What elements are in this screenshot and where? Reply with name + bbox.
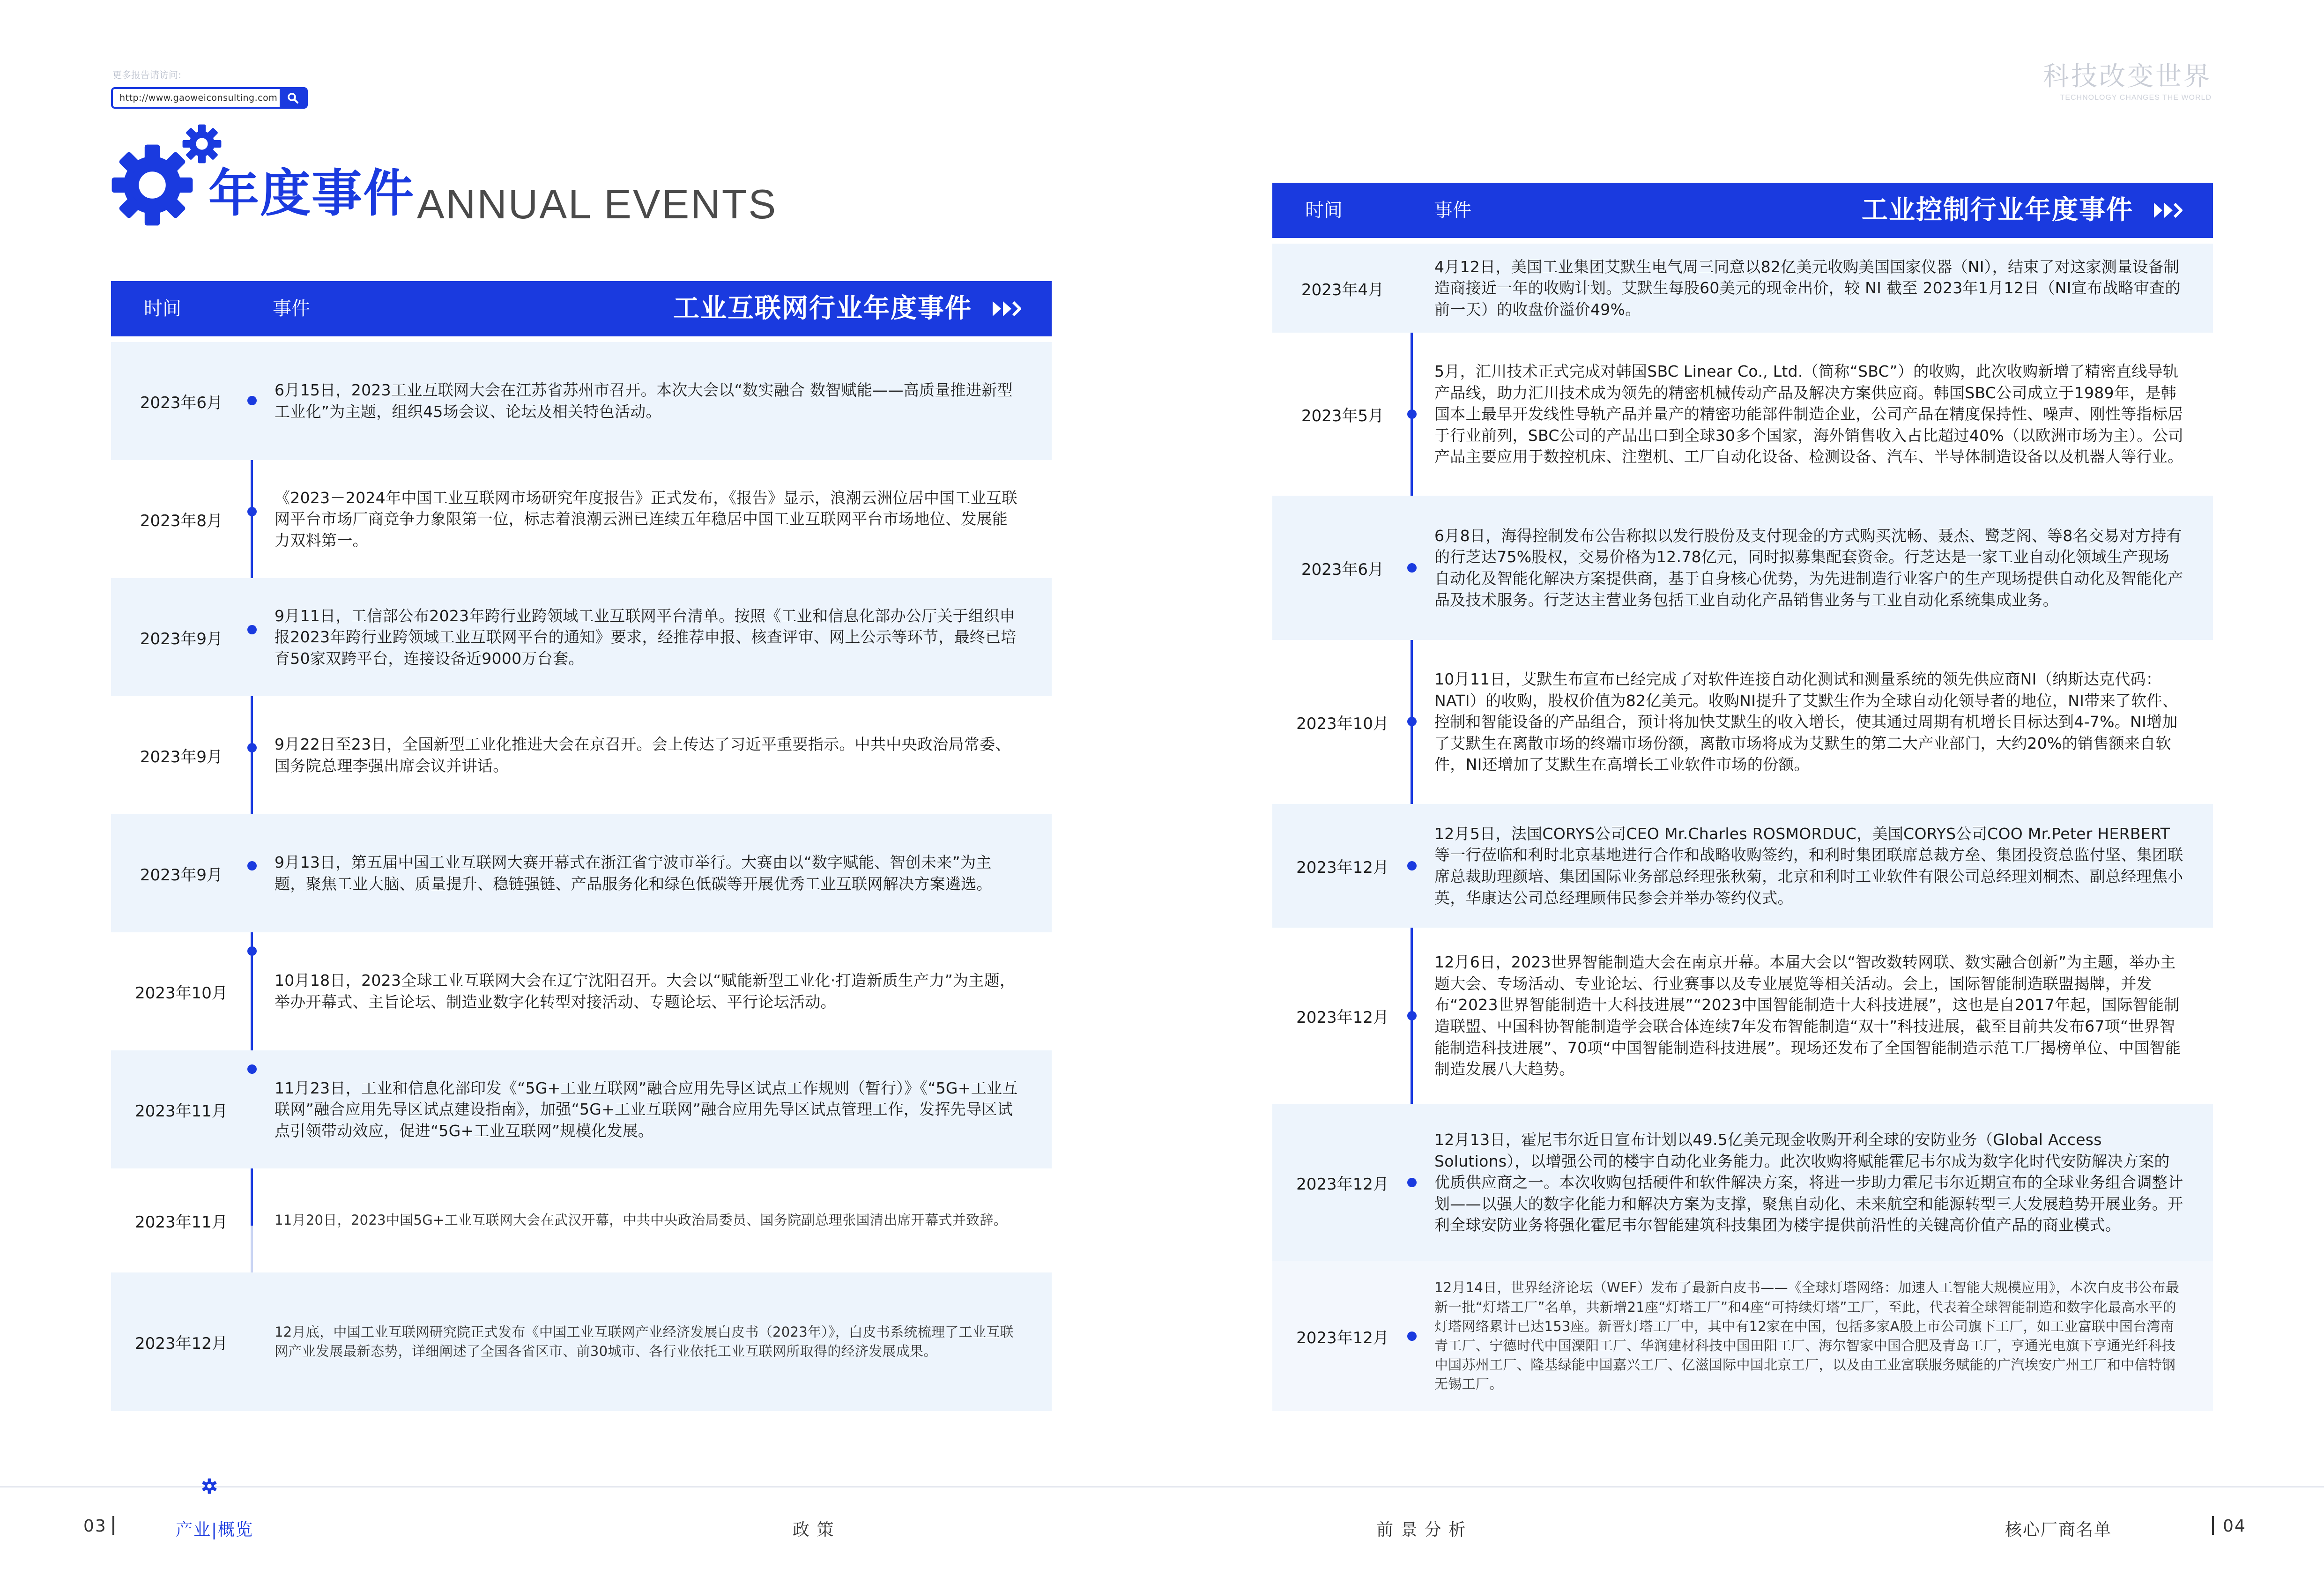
page-title-english: ANNUAL EVENTS <box>417 181 778 227</box>
timeline-dot <box>1407 563 1417 573</box>
row-event-text: 11月20日，2023中国5G+工业互联网大会在武汉开幕，中共中央政治局委员、国务院副总理张国清出席开幕式并致辞。 <box>275 1212 1007 1228</box>
row-date: 2023年5月 <box>1301 406 1384 425</box>
row-date: 2023年6月 <box>140 393 223 412</box>
row-date: 2023年10月 <box>135 983 228 1003</box>
row-date: 2023年4月 <box>1301 280 1384 299</box>
row-event-text: 5月，汇川技术正式完成对韩国SBC Linear Co., Ltd.（简称“SBC”）的收购，此次收购新增了精密直线导轨产品线，助力汇川技术成为领先的精密机械传动产品及解决方案供应商。韩国SBC公司成立于1989年，是韩国本土最早开发线性导轨产品并量产的精密功能部件制造企业，公司产品在精度保持性、噪声、刚性等指标居于行业前列，SBC公司的产品出口到全球30多个国家，海外销售收入占比超过40%（以欧洲市场为主）。公司产品主要应用于数控机床、注塑机、工厂自动化设备、检测设备、汽车、半导体制造设备以及机器人等行业。 <box>1434 362 2184 466</box>
timeline-dot <box>247 861 257 870</box>
timeline-dot <box>1407 717 1417 726</box>
table-row <box>1272 1261 2213 1411</box>
row-event-text: 6月8日，海得控制发布公告称拟以发行股份及支付现金的方式购买沈畅、聂杰、鹭芝阁、等8名交易对方持有的行芝达75%股权，交易价格为12.78亿元，同时拟募集配套资金。行芝达是一家工业自动化领域生产现场自动化及智能化解决方案提供商，基于自身核心优势，为先进制造行业客户的生产现场提供自动化及智能化产品及技术服务。行芝达主营业务包括工业自动化产品销售业务与工业自动化系统集成业务。 <box>1434 526 2183 609</box>
table-row <box>111 932 1052 1050</box>
table-row <box>111 578 1052 696</box>
row-date: 2023年9月 <box>140 629 223 648</box>
page-number-right: 04 <box>2223 1517 2246 1536</box>
row-date: 2023年11月 <box>135 1213 228 1232</box>
row-event-text: 10月18日，2023全球工业互联网大会在辽宁沈阳召开。大会以“赋能新型工业化·打造新质生产力”为主题，举办开幕式、主旨论坛、制造业数字化转型对接活动、专题论坛、平行论坛活动。 <box>275 971 1016 1011</box>
row-event-text: 9月22日至23日，全国新型工业化推进大会在京召开。会上传达了习近平重要指示。中共中央政治局常委、国务院总理李强出席会议并讲话。 <box>275 735 1011 775</box>
url-search-box[interactable] <box>111 87 308 109</box>
table-header <box>1272 183 2213 238</box>
large-gear-icon <box>110 143 194 227</box>
row-event-text: 4月12日，美国工业集团艾默生电气周三同意以82亿美元收购美国国家仪器（NI），结束了对这家测量设备制造商接近一年的收购计划。艾默生每股60美元的现金出价，较 NI 截至 2023年1月12日（NI宣布战略审查的前一天）的收盘价溢价49%。 <box>1434 257 2181 319</box>
row-event-text: 《2023－2024年中国工业互联网市场研究年度报告》正式发布，《报告》显示，浪潮云洲位居中国工业互联网平台市场厂商竞争力象限第一位，标志着浪潮云洲已连续五年稳居中国工业互联网平台市场地位、发展能力双料第一。 <box>275 488 1017 550</box>
table-row <box>1272 244 2213 333</box>
timeline-dot <box>247 1064 257 1074</box>
industrial-internet-events-table <box>111 281 1052 1411</box>
timeline-dot <box>247 946 257 956</box>
timeline-dot <box>1407 1011 1417 1020</box>
row-date: 2023年12月 <box>135 1334 228 1353</box>
row-date: 2023年12月 <box>1296 1328 1389 1347</box>
table-row <box>1272 333 2213 496</box>
footer-gear-icon <box>201 1478 217 1494</box>
table-row <box>111 1168 1052 1272</box>
page-number-separator <box>2212 1516 2214 1535</box>
row-event-text: 12月6日，2023世界智能制造大会在南京开幕。本届大会以“智改数转网联、数实融合创新”为主题，举办主题大会、专场活动、专业论坛、行业赛事以及专业展览等相关活动。会上，国际智能制造联盟揭牌，并发布“2023世界智能制造十大科技进展”“2023中国智能制造十大科技进展”，这也是自2017年起，国际智能制造联盟、中国科协智能制造学会联合体连续7年发布智能制造“双十”科技进展，截至目前共发布67项“世界智能制造科技进展”、70项“中国智能制造科技进展”。现场还发布了全国智能制造示范工厂揭榜单位、中国智能制造发展八大趋势。 <box>1434 953 2181 1079</box>
row-date: 2023年10月 <box>1296 714 1389 733</box>
timeline-dot <box>1407 1178 1417 1187</box>
row-date: 2023年12月 <box>1296 858 1389 877</box>
row-event-text: 12月5日，法国CORYS公司CEO Mr.Charles ROSMORDUC，美国CORYS公司COO Mr.Peter HERBERT等一行莅临和利时北京基地进行合作和战略收购签约，和利时集团联席总裁方垒、集团投资总监付坚、集团联席总裁助理颜培、集团国际业务部总经理张秋菊，北京和利时工业软件有限公司总经理刘桐杰、副总经理焦小英，华康达公司总经理顾伟民参会并举办签约仪式。 <box>1434 824 2183 907</box>
row-event-text: 9月13日，第五届中国工业互联网大赛开幕式在浙江省宁波市举行。大赛由以“数字赋能、智创未来”为主题，聚焦工业大脑、质量提升、稳链强链、产品服务化和绿色低碳等开展优秀工业互联网解决方案遴选。 <box>275 853 992 893</box>
nav-outlook-analysis[interactable]: 前 景 分 析 <box>1376 1520 1467 1540</box>
column-time: 时间 <box>144 298 181 320</box>
nav-industry-overview[interactable]: 产业|概览 <box>176 1520 254 1540</box>
table-row <box>1272 496 2213 640</box>
table-row <box>111 460 1052 578</box>
page-number-left: 03 <box>83 1517 107 1536</box>
row-date: 2023年11月 <box>135 1101 228 1121</box>
double-chevron-right-icon <box>2152 201 2185 219</box>
table-row <box>1272 804 2213 928</box>
page-title: 年度事件 <box>208 164 415 223</box>
timeline-dot <box>1407 1332 1417 1341</box>
table-row <box>111 1050 1052 1168</box>
footer-divider <box>0 1486 2324 1488</box>
column-time: 时间 <box>1305 200 1343 221</box>
table-title: 工业互联网行业年度事件 <box>673 293 972 324</box>
timeline-dot <box>1407 861 1417 870</box>
column-event: 事件 <box>1434 200 1471 221</box>
timeline-dot <box>247 396 257 405</box>
nav-core-vendors[interactable]: 核心厂商名单 <box>2005 1520 2112 1540</box>
row-date: 2023年8月 <box>140 511 223 530</box>
row-date: 2023年9月 <box>140 747 223 766</box>
table-row <box>111 696 1052 814</box>
table-title: 工业控制行业年度事件 <box>1862 195 2133 225</box>
table-header <box>111 281 1052 336</box>
row-event-text: 11月23日，工业和信息化部印发《“5G+工业互联网”融合应用先导区试点工作规则（暂行）》《“5G+工业互联网”融合应用先导区试点建设指南》，加强“5G+工业互联网”融合应用先导区试点管理工作，发挥先导区试点引领带动效应，促进“5G+工业互联网”规模化发展。 <box>275 1079 1018 1140</box>
search-button[interactable] <box>280 89 306 107</box>
double-chevron-right-icon <box>991 300 1024 318</box>
row-event-text: 12月底，中国工业互联网研究院正式发布《中国工业互联网产业经济发展白皮书（2023年）》，白皮书系统梳理了工业互联网产业发展最新态势，详细阐述了全国各省区市、前30城市、各行业依托工业互联网所取得的经济发展成果。 <box>275 1324 1014 1359</box>
row-event-text: 12月14日，世界经济论坛（WEF）发布了最新白皮书——《全球灯塔网络：加速人工智能大规模应用》，本次白皮书公布最新一批“灯塔工厂”名单，共新增21座“灯塔工厂”和4座“可持续灯塔”工厂，至此，代表着全球智能制造和数字化最高水平的灯塔网络累计已达153座。新晋灯塔工厂中，其中有12家在中国，包括多家A股上市公司旗下工厂，如工业富联中国台湾南青工厂、宁德时代中国溧阳工厂、华润建材科技中国田阳工厂、海尔智家中国合肥及青岛工厂，亨通光电旗下亨通光纤科技中国苏州工厂、隆基绿能中国嘉兴工厂、亿滋国际中国北京工厂，以及由工业富联服务赋能的广汽埃安广州工厂和中信特钢无锡工厂。 <box>1434 1279 2180 1392</box>
timeline-dot <box>1407 409 1417 419</box>
search-icon <box>287 92 299 104</box>
column-event: 事件 <box>273 298 310 320</box>
page-number-separator <box>112 1516 114 1535</box>
row-event-text: 10月11日，艾默生布宣布已经完成了对软件连接自动化测试和测量系统的领先供应商NI（纳斯达克代码：NATI）的收购，股权价值为82亿美元。收购NI提升了艾默生作为全球自动化领导者的地位，NI带来了软件、控制和智能设备的产品组合，预计将加快艾默生的收入增长，使其通过周期有机增长目标达到4-7%。NI增加了艾默生在离散市场的终端市场份额，离散市场将成为艾默生的第二大产业部门，大约20%的销售额来自软件，NI还增加了艾默生在高增长工业软件市场的份额。 <box>1434 670 2178 774</box>
row-date: 2023年6月 <box>1301 560 1384 579</box>
tagline <box>2043 61 2212 102</box>
timeline-dot <box>247 507 257 516</box>
row-event-text: 12月13日，霍尼韦尔近日宣布计划以49.5亿美元现金收购开利全球的安防业务（Global Access Solutions），以增强公司的楼宇自动化业务能力。此次收购将赋能霍尼韦尔成为数字化时代安防解决方案的优质供应商之一。本次收购包括硬件和软件解决方案，将进一步助力霍尼韦尔近期宣布的全球业务组合调整计划——以强大的数字化能力和解决方案为支撑，聚焦自动化、未来航空和能源转型三大发展趋势开展业务。开利全球安防业务将强化霍尼韦尔智能建筑科技集团为楼宇提供前沿性的关键高价值产品的商业模式。 <box>1434 1131 2183 1235</box>
row-date: 2023年12月 <box>1296 1175 1389 1194</box>
table-row <box>111 814 1052 932</box>
more-reports-label: 更多报告请访问: <box>112 69 181 81</box>
tagline-english: TECHNOLOGY CHANGES THE WORLD <box>2060 94 2212 102</box>
tagline-chinese: 科技改变世界 <box>2043 61 2212 92</box>
table-row <box>1272 640 2213 804</box>
row-date: 2023年12月 <box>1296 1008 1389 1027</box>
table-row <box>1272 928 2213 1104</box>
industrial-control-events-table <box>1272 183 2213 1411</box>
table-row <box>111 342 1052 460</box>
timeline-dot <box>247 743 257 752</box>
timeline-dot <box>247 625 257 634</box>
table-row <box>111 1272 1052 1411</box>
row-event-text: 9月11日，工信部公布2023年跨行业跨领域工业互联网平台清单。按照《工业和信息化部办公厅关于组织申报2023年跨行业跨领域工业互联网平台的通知》要求，经推荐申报、核查评审、网上公示等环节，最终已培育50家双跨平台，连接设备近9000万台套。 <box>275 606 1017 668</box>
row-event-text: 6月15日，2023工业互联网大会在江苏省苏州市召开。本次大会以“数实融合 数智赋能——高质量推进新型工业化”为主题，组织45场会议、论坛及相关特色活动。 <box>275 381 1013 421</box>
table-row <box>1272 1104 2213 1261</box>
row-date: 2023年9月 <box>140 865 223 885</box>
nav-policy[interactable]: 政 策 <box>793 1520 835 1540</box>
url-text[interactable]: http://www.gaoweiconsulting.com <box>119 93 278 103</box>
